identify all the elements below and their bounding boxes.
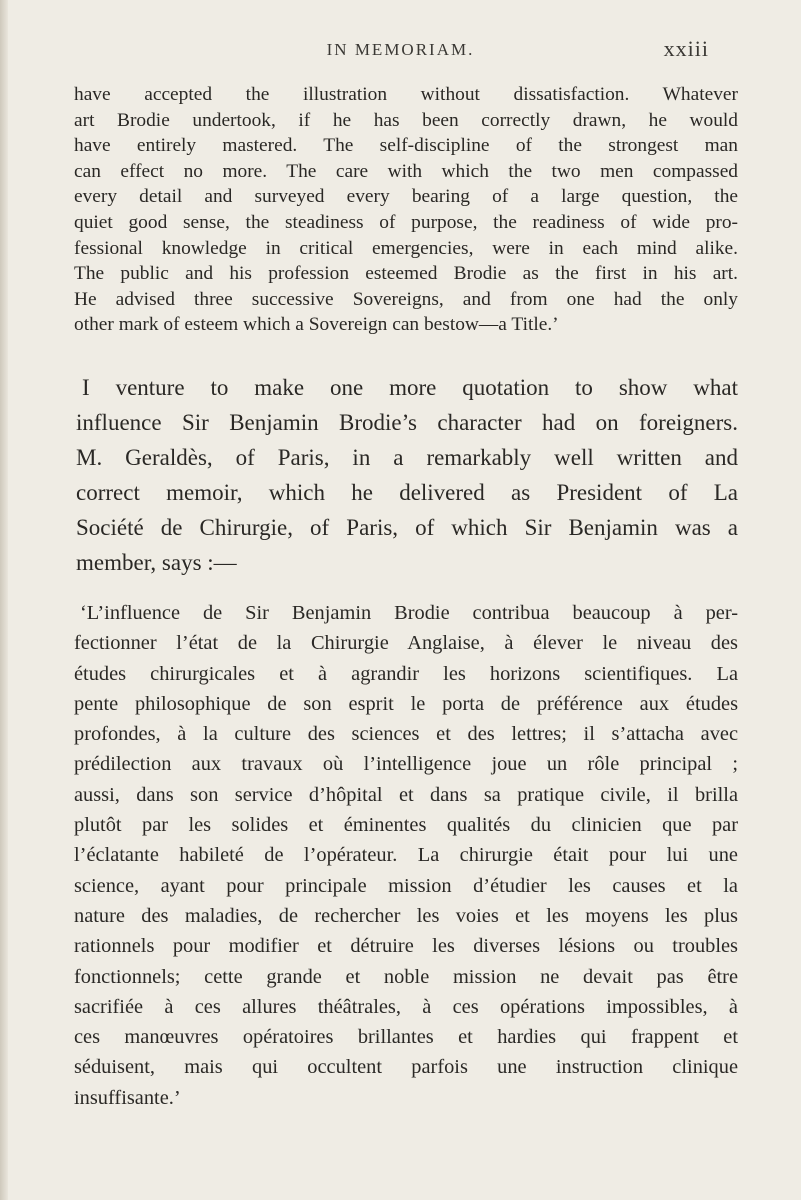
text-line: prédilection aux travaux où l’intelligence joue un rôle principal ; — [74, 753, 738, 776]
text-line: ces manœuvres opératoires brillantes et hardies qui frappent et — [74, 1026, 738, 1049]
text-line: influence Sir Benjamin Brodie’s character had on foreigners. — [76, 410, 738, 435]
text-line: member, says :— — [76, 550, 237, 575]
text-line: sacrifiée à ces allures théâtrales, à ces opérations impossibles, à — [74, 995, 738, 1018]
text-line: Société de Chirurgie, of Paris, of which Sir Benjamin was a — [76, 515, 738, 540]
text-line: M. Geraldès, of Paris, in a remarkably well written and — [76, 445, 738, 470]
running-header — [0, 34, 801, 64]
paragraph-main — [76, 370, 738, 580]
text-line: science, ayant pour principale mission d’étudier les causes et la — [74, 874, 738, 897]
text-line: The public and his profession esteemed Brodie as the first in his art. — [74, 263, 738, 285]
running-title: IN MEMORIAM. — [326, 40, 475, 59]
page-gutter-shadow — [0, 0, 8, 1200]
text-line: l’éclatante habileté de l’opérateur. La chirurgie était pour lui une — [74, 844, 738, 867]
text-line: fectionner l’état de la Chirurgie Anglaise, à élever le niveau des — [74, 632, 738, 655]
text-line: pente philosophique de son esprit le porta de préférence aux études — [74, 692, 738, 715]
text-line: have entirely mastered. The self-discipline of the strongest man — [74, 135, 738, 157]
text-line: He advised three successive Sovereigns, and from one had the only — [74, 288, 738, 310]
text-line: fonctionnels; cette grande et noble mission ne devait pas être — [74, 965, 738, 988]
text-line: can effect no more. The care with which the two men compassed — [74, 160, 738, 182]
text-line: fessional knowledge in critical emergencies, were in each mind alike. — [74, 237, 738, 259]
text-line: rationnels pour modifier et détruire les diverses lésions ou troubles — [74, 935, 738, 958]
text-line: every detail and surveyed every bearing of a large question, the — [74, 186, 738, 208]
french-quotation — [74, 598, 738, 1113]
text-line: insuffisante.’ — [74, 1086, 181, 1109]
text-line: art Brodie undertook, if he has been correctly drawn, he would — [74, 109, 738, 131]
text-line: aussi, dans son service d’hôpital et dans sa pratique civile, il brilla — [74, 783, 738, 806]
text-line: other mark of esteem which a Sovereign can bestow—a Title.’ — [74, 314, 559, 336]
text-line: I venture to make one more quotation to show what — [82, 375, 738, 400]
text-line: have accepted the illustration without dissatisfaction. Whatever — [74, 84, 738, 105]
text-line: nature des maladies, de rechercher les voies et les moyens les plus — [74, 904, 738, 927]
text-line: ‘L’influence de Sir Benjamin Brodie contribua beaucoup à per- — [80, 602, 738, 624]
text-line: séduisent, mais qui occultent parfois une instruction clinique — [74, 1056, 738, 1079]
text-line: correct memoir, which he delivered as President of La — [76, 480, 738, 505]
paragraph-continuation — [74, 82, 738, 338]
text-line: quiet good sense, the steadiness of purpose, the readiness of wide pro- — [74, 211, 738, 233]
page-number: xxiii — [663, 36, 709, 61]
text-line: études chirurgicales et à agrandir les horizons scientifiques. La — [74, 662, 738, 685]
text-line: profondes, à la culture des sciences et des lettres; il s’attacha avec — [74, 723, 738, 746]
text-line: plutôt par les solides et éminentes qualités du clinicien que par — [74, 814, 738, 837]
